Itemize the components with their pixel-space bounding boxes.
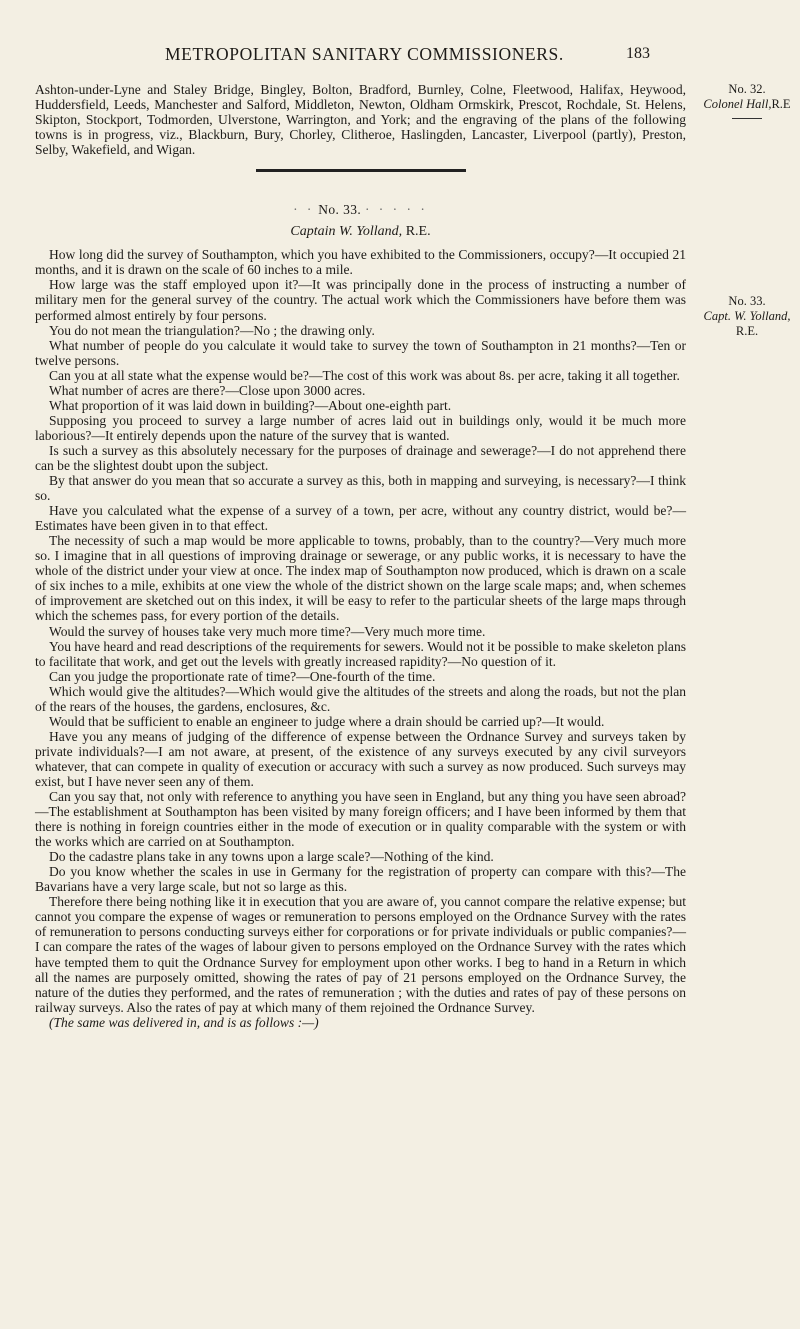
testimony-paragraph: By that answer do you mean that so accurate a survey as this, both in mapping and surveying, is necessary?—I think so. <box>35 473 686 504</box>
testimony-paragraph: Therefore there being nothing like it in execution that you are aware of, you cannot compare the relative expense; but cannot you compare the expense of wages or remuneration to persons employed on the Ordnance Survey with the rates of remuneration to persons conducting surveys either for corporations or for private individuals or public companies?—I can compare the rates of the wages of labour given to persons employed on the Ordnance Survey with the rates which have tempted them to quit the Ordnance Survey for employment upon other works. I beg to hand in a Return in which all the names are purposely omitted, showing the rates of pay of 21 persons employed on the Ordnance Survey, the nature of the duties they performed, and the rates of remuneration ; with the duties and rates of pay of these persons on railway surveys. Also the rates of pay at which many of them rejoined the Ordnance Survey. <box>35 894 686 1015</box>
margin-note-number: No. 32. <box>728 82 766 96</box>
witness-name: Captain W. Yolland, <box>290 224 403 240</box>
testimony-paragraph: What number of acres are there?—Close upon 3000 acres. <box>49 382 366 398</box>
testimony-paragraph: Would that be sufficient to enable an engineer to judge where a drain should be carried up?—It would. <box>49 713 605 729</box>
main-text <box>35 82 686 1030</box>
margin-note-name: Capt. W. Yolland, <box>703 309 791 323</box>
testimony-paragraph: You have heard and read descriptions of the requirements for sewers. Would not it be possible to make skeleton plans to facilitate that work, and get out the levels with greatly increased rapidity?—No question of it. <box>35 638 686 669</box>
testimony-paragraph: What proportion of it was laid down in building?—About one-eighth part. <box>49 397 452 413</box>
closing-note: (The same was delivered in, and is as follows :—) <box>49 1014 319 1030</box>
section-heading <box>35 202 686 217</box>
running-title: METROPOLITAN SANITARY COMMISSIONERS. <box>165 44 564 64</box>
testimony-paragraph: Is such a survey as this absolutely necessary for the purposes of drainage and sewerage?—I do not apprehend there can be the slightest doubt upon the subject. <box>35 442 686 473</box>
testimony-paragraph: What number of people do you calculate it would take to survey the town of Southampton in 21 months?—Ten or twelve persons. <box>35 337 686 368</box>
heading-dots-left: · · <box>293 202 315 218</box>
testimony-paragraph: How long did the survey of Southampton, which you have exhibited to the Commissioners, occupy?—It occupied 21 months, and it is drawn on the scale of 60 inches to a mile. <box>35 247 686 278</box>
margin-note-suffix: R.E <box>771 97 791 111</box>
testimony-paragraph: You do not mean the triangulation?—No ; the drawing only. <box>49 322 375 338</box>
witness-heading <box>35 224 686 239</box>
testimony-paragraph: Which would give the altitudes?—Which would give the altitudes of the streets and along the roads, but not the plan of the rears of the houses, the gardens, enclosures, &c. <box>35 683 686 714</box>
page-number: 183 <box>626 45 650 62</box>
margin-dash <box>732 118 762 119</box>
testimony-paragraph: Supposing you proceed to survey a large number of acres laid out in buildings only, would it be much more laborious?—It entirely depends upon the nature of the survey that is wanted. <box>35 412 686 443</box>
margin-note-name: Colonel Hall, <box>703 97 772 111</box>
intro-paragraph: Ashton-under-Lyne and Staley Bridge, Bingley, Bolton, Bradford, Burnley, Colne, Fleetwood, Halifax, Heywood, Huddersfield, Leeds, Manchester and Salford, Middleton, Newton, Oldham Ormskirk, Prescot, Rochdale, St. Helens, Skipton, Stockport, Todmorden, Ulverstone, Warrington, and York; and the engraving of the plans of the following towns is in progress, viz., Blackburn, Bury, Chorley, Clitheroe, Haslingden, Lancaster, Liverpool (partly), Preston, Selby, Wakefield, and Wigan. <box>35 82 686 158</box>
testimony-paragraph: Can you judge the proportionate rate of time?—One-fourth of the time. <box>49 668 436 684</box>
margin-note-no32 <box>694 82 800 119</box>
testimony-paragraph: Can you at all state what the expense would be?—The cost of this work was about 8s. per acre, taking it all together. <box>49 367 680 383</box>
testimony-paragraph: Do you know whether the scales in use in Germany for the registration of property can compare with this?—The Bavarians have a very large scale, but not so large as this. <box>35 864 686 895</box>
testimony-paragraph: Can you say that, not only with reference to anything you have seen in England, but any thing you have seen abroad?—The establishment at Southampton has been visited by many foreign officers; and I have been informed by them that there is nothing in foreign countries either in the mode of execution or in quality comparable with the system or with the works which are carried on at Southampton. <box>35 789 686 850</box>
testimony <box>35 247 686 1029</box>
margin-note-number: No. 33. <box>728 294 766 308</box>
page-header <box>0 44 800 66</box>
testimony-paragraph: How large was the staff employed upon it?—It was principally done in the process of instructing a number of military men for the general survey of the country. The actual work which the Commissioners have before them was performed almost entirely by four persons. <box>35 277 686 323</box>
heading-dots-right: · · · · · <box>364 202 428 218</box>
margin-note-suffix: R.E. <box>735 324 759 338</box>
testimony-paragraph: The necessity of such a map would be more applicable to towns, probably, than to the country?—Very much more so. I imagine that in all questions of improving drainage or sewerage, or any public works, it is necessary to have the whole of the district under your view at once. The index map of Southampton now produced, which is drawn on a scale of six inches to a mile, exhibits at one view the whole of the district shown on the large scale maps; and, when schemes of improvement are sketched out on this index, it will be easy to refer to the particular sheets of the large maps through which the schemes pass, for every portion of the details. <box>35 533 686 624</box>
testimony-paragraph: Have you any means of judging of the difference of expense between the Ordnance Survey and surveys taken by private individuals?—I am not aware, at present, of the existence of any surveys executed by any civil surveyors whatever, that can compete in quality of execution or accuracy with such a survey as now produced. Such surveys may exist, but I have never seen any of them. <box>35 728 686 789</box>
section-number: No. 33. <box>318 202 362 218</box>
witness-suffix: R.E. <box>405 224 431 240</box>
margin-note-no33 <box>694 294 800 339</box>
testimony-paragraph: Have you calculated what the expense of a survey of a town, per acre, without any country district, would be?—Estimates have been given in to that effect. <box>35 503 686 534</box>
section-rule <box>256 169 466 172</box>
testimony-paragraph: Would the survey of houses take very much more time?—Very much more time. <box>49 623 486 639</box>
testimony-paragraph: Do the cadastre plans take in any towns upon a large scale?—Nothing of the kind. <box>49 849 494 865</box>
